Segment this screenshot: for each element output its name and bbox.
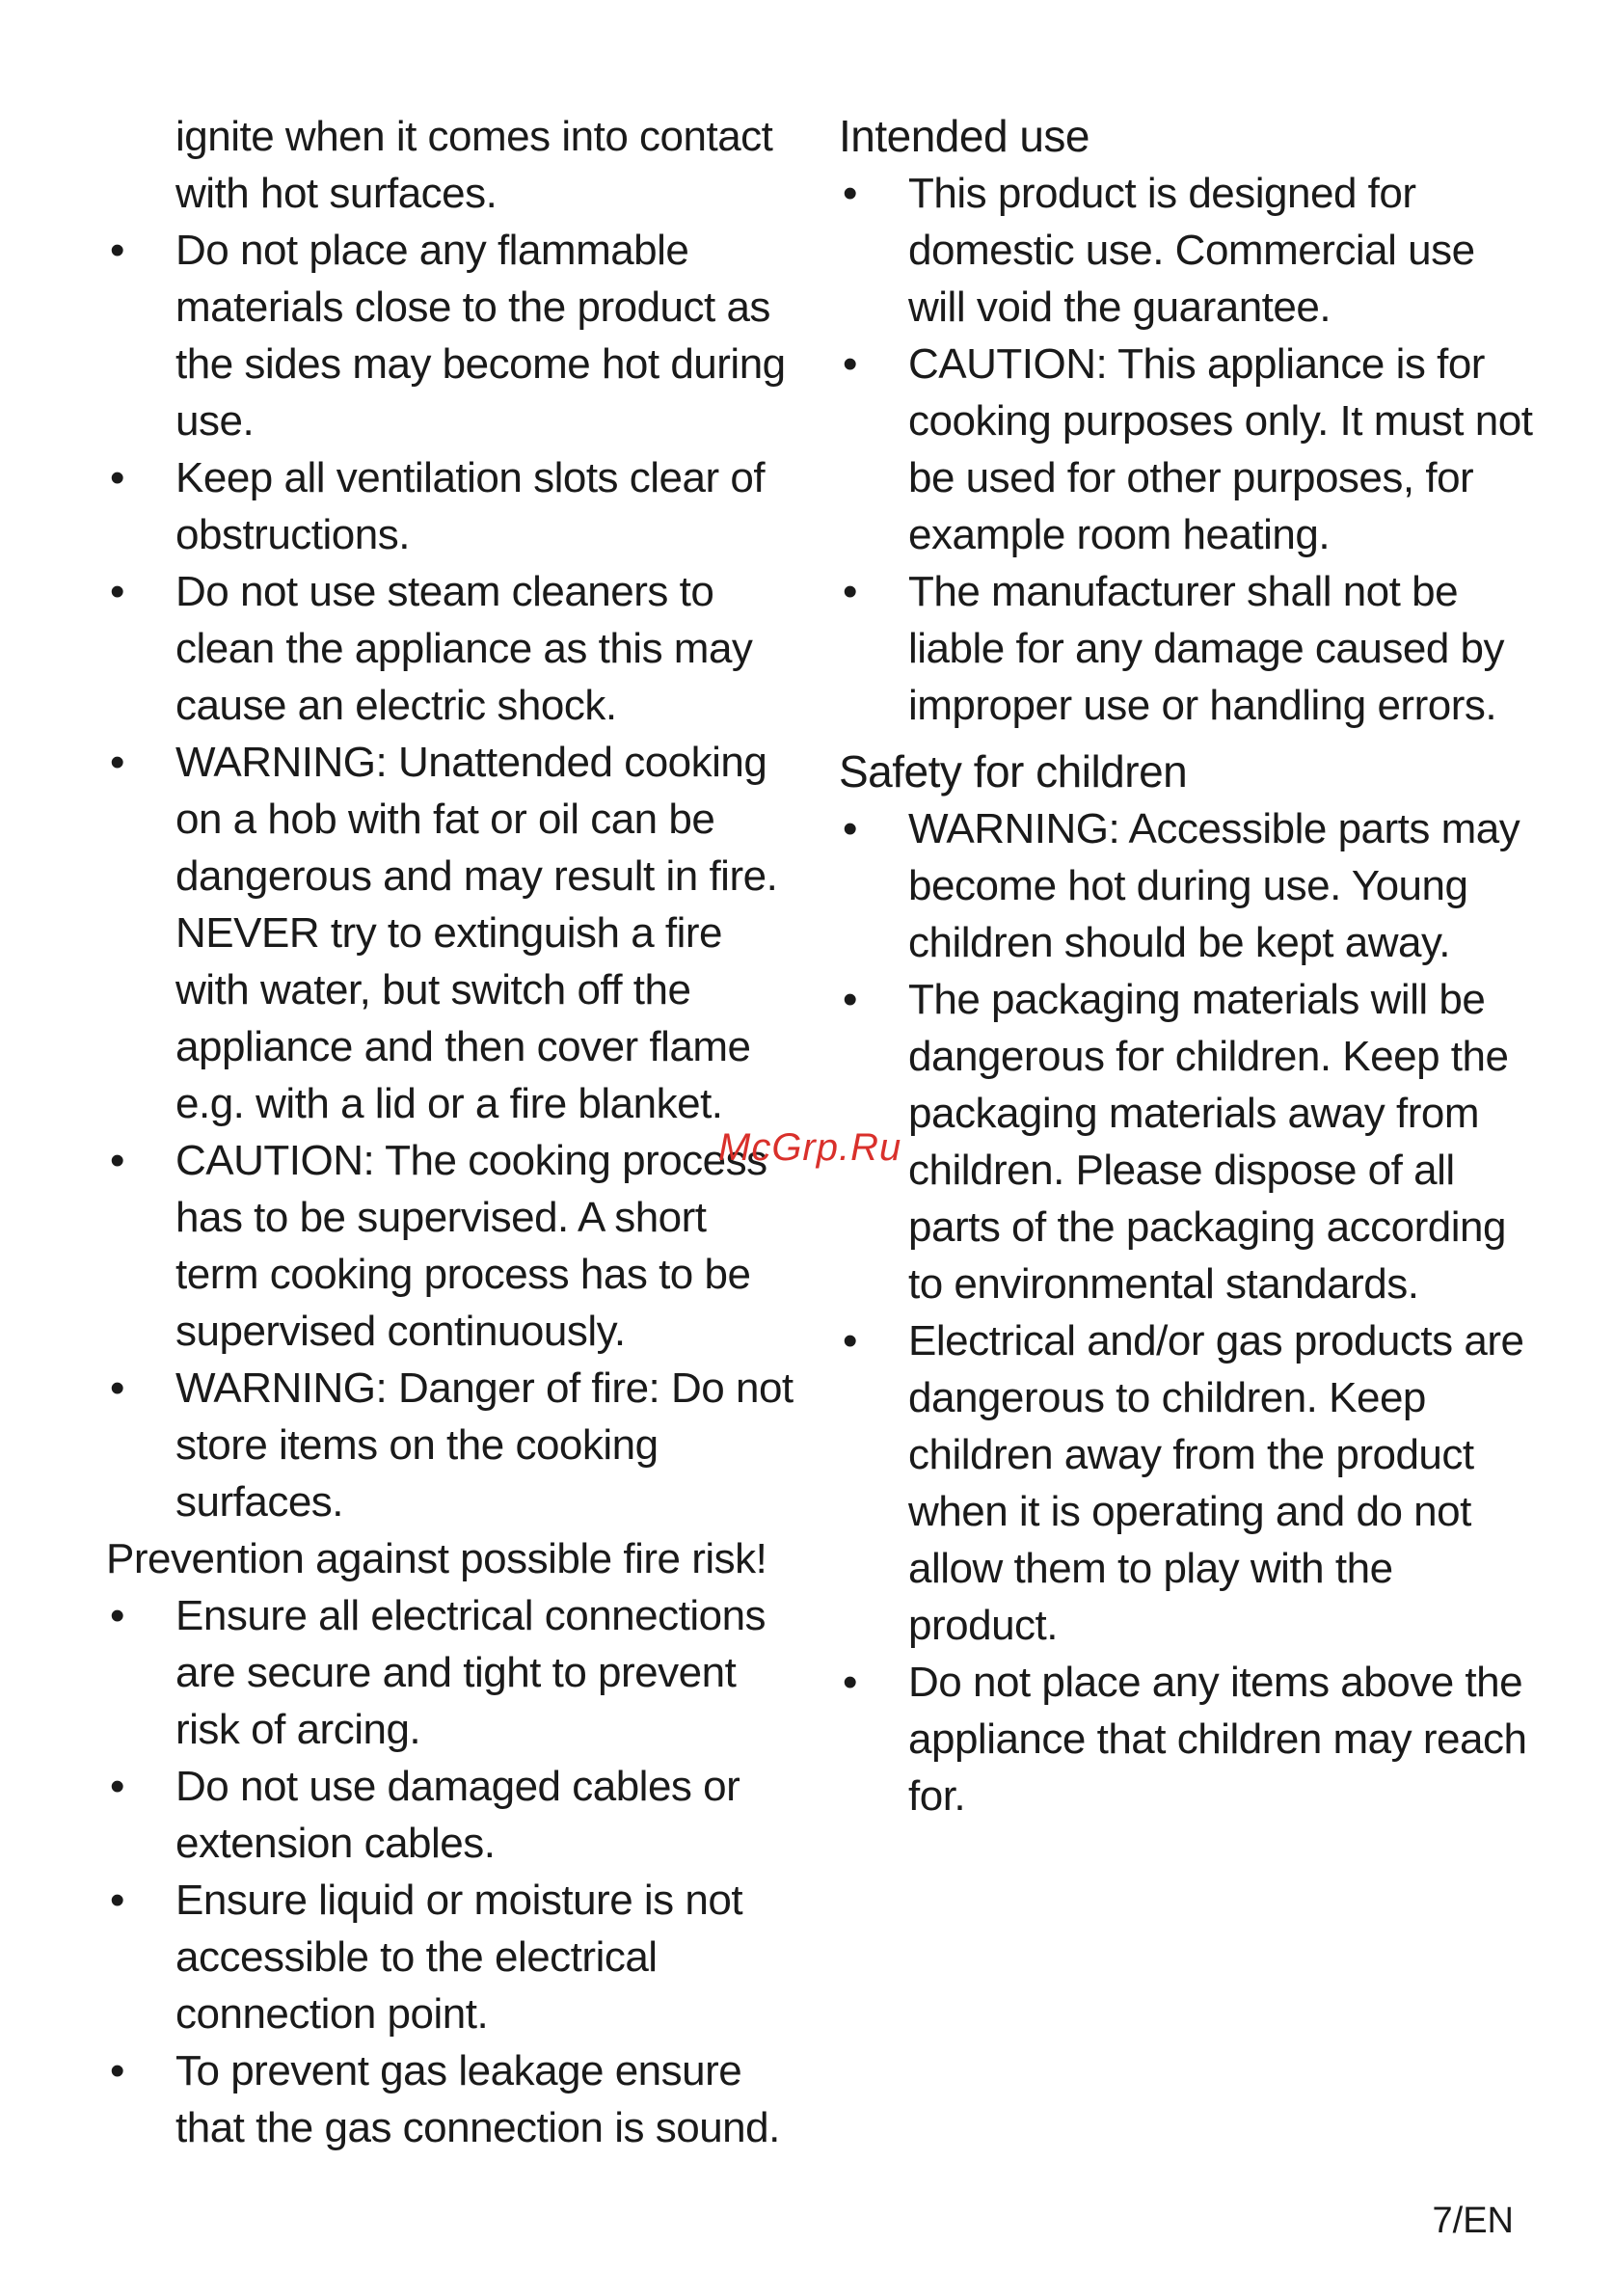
bullet-icon: [110, 449, 139, 506]
list-item: [839, 336, 1533, 563]
bullet-icon: [110, 1132, 139, 1189]
list-item-text: WARNING: Danger of fire: Do not store items on the cooking surfaces.: [175, 1364, 794, 1526]
list-item: [106, 222, 800, 449]
bullet-icon: [110, 563, 139, 620]
list-item-text: To prevent gas leakage ensure that the gas connection is sound.: [175, 2047, 780, 2151]
bullet-icon: [843, 336, 872, 392]
list-item-text: Keep all ventilation slots clear of obstructions.: [175, 454, 766, 558]
bullet-icon: [110, 734, 139, 791]
list-item: [839, 800, 1533, 971]
continued-paragraph: ignite when it comes into contact with hot surfaces.: [175, 113, 773, 217]
list-item: [106, 1872, 800, 2042]
bullet-icon: [110, 222, 139, 279]
bullet-icon: [843, 563, 872, 620]
right-column: [839, 108, 1533, 1824]
list-item-text: Do not use damaged cables or extension cables.: [175, 1763, 740, 1867]
list-item: [106, 449, 800, 563]
list-item-text: Do not place any items above the appliance that children may reach for.: [908, 1659, 1527, 1820]
list-item-text: CAUTION: This appliance is for cooking purposes only. It must not be used for other purposes, for example room heating.: [908, 340, 1533, 558]
bullet-icon: [110, 1872, 139, 1929]
list-item: [106, 1132, 800, 1360]
list-item-text: CAUTION: The cooking process has to be supervised. A short term cooking process has to be supervised continuously.: [175, 1137, 767, 1355]
list-item-text: This product is designed for domestic use. Commercial use will void the guarantee.: [908, 170, 1475, 331]
list-item-text: Do not use steam cleaners to clean the appliance as this may cause an electric shock.: [175, 568, 753, 729]
list-item-text: Electrical and/or gas products are dangerous to children. Keep children away from the product when it is operating and do not allow them to play with the product.: [908, 1317, 1524, 1649]
list-item: [839, 1312, 1533, 1654]
fire-risk-heading: Prevention against possible fire risk!: [106, 1535, 767, 1582]
list-item: [106, 734, 800, 1132]
list-item: [839, 971, 1533, 1312]
bullet-icon: [843, 800, 872, 857]
left-column: [106, 108, 800, 2156]
list-item: [106, 2042, 800, 2156]
list-item-text: The packaging materials will be dangerous for children. Keep the packaging materials away from children. Please dispose of all parts of the packaging according to environmental standards.: [908, 976, 1509, 1308]
bullet-icon: [110, 2042, 139, 2099]
list-item-text: WARNING: Unattended cooking on a hob with fat or oil can be dangerous and may result in fire. NEVER try to extinguish a fire with water, but switch off the appliance and then cover flame e.g. with a lid or a fire blanket.: [175, 739, 778, 1127]
list-item: [106, 1587, 800, 1758]
list-item: [106, 563, 800, 734]
intended-use-heading: Intended use: [839, 111, 1090, 161]
watermark: McGrp.Ru: [718, 1126, 902, 1169]
bullet-icon: [843, 971, 872, 1028]
bullet-icon: [843, 165, 872, 222]
list-item-text: Do not place any flammable materials close to the product as the sides may become hot during use.: [175, 227, 786, 445]
list-item-text: Ensure all electrical connections are secure and tight to prevent risk of arcing.: [175, 1592, 767, 1753]
list-item-text: WARNING: Accessible parts may become hot during use. Young children should be kept away.: [908, 805, 1520, 966]
list-item: [106, 1758, 800, 1872]
list-item: [839, 563, 1533, 734]
list-item: [839, 165, 1533, 336]
list-item: [106, 1360, 800, 1530]
safety-for-children-heading: Safety for children: [839, 746, 1188, 797]
page-number: 7/EN: [1432, 2201, 1514, 2241]
bullet-icon: [843, 1654, 872, 1711]
bullet-icon: [110, 1758, 139, 1815]
list-item-text: The manufacturer shall not be liable for any damage caused by improper use or handling errors.: [908, 568, 1505, 729]
bullet-icon: [843, 1312, 872, 1369]
bullet-icon: [110, 1360, 139, 1417]
list-item-text: Ensure liquid or moisture is not accessible to the electrical connection point.: [175, 1877, 743, 2038]
list-item: [839, 1654, 1533, 1824]
bullet-icon: [110, 1587, 139, 1644]
